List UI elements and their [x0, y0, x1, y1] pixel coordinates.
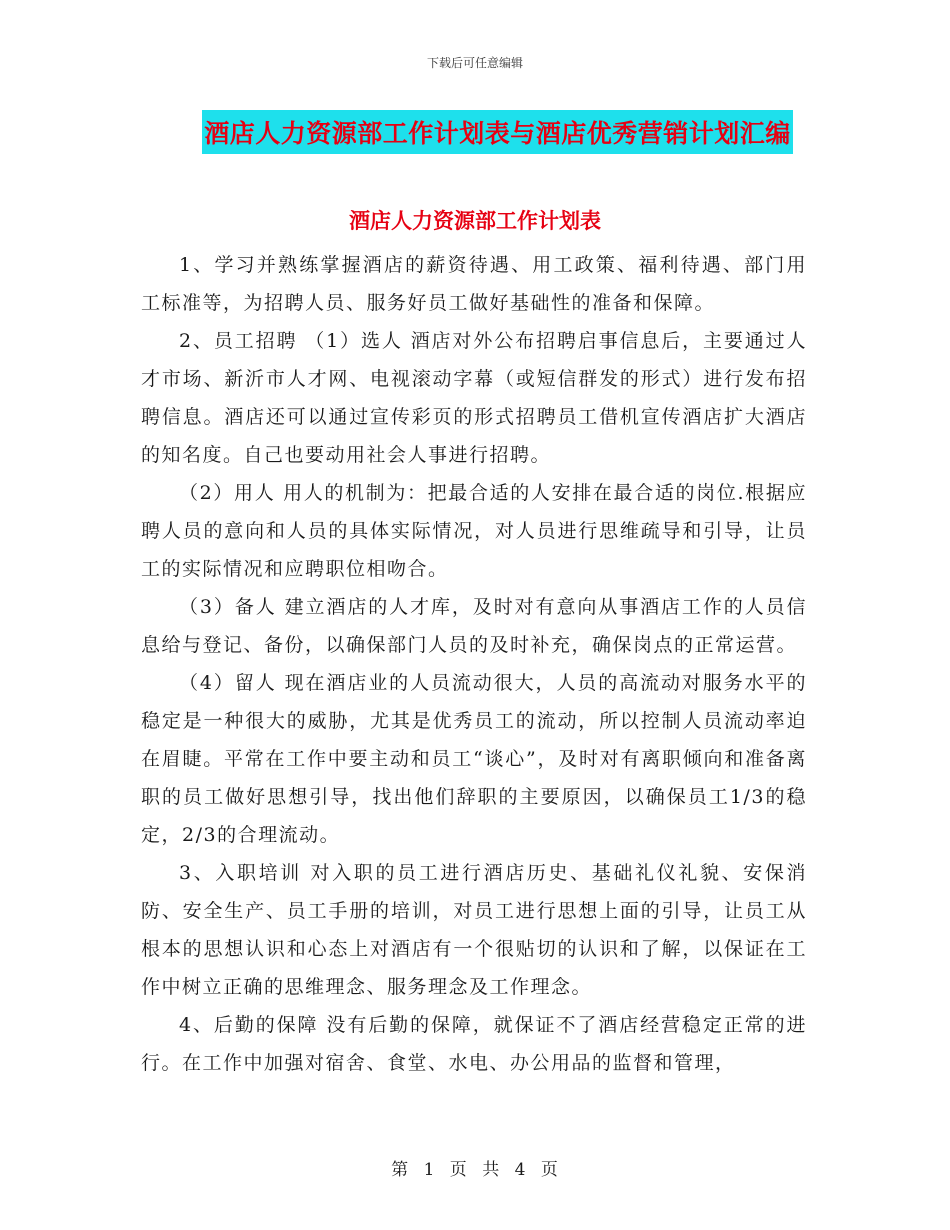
header-note: 下载后可任意编辑	[426, 56, 523, 70]
footer-suffix: 页	[540, 1160, 559, 1180]
footer-prefix: 第	[391, 1160, 410, 1180]
paragraph-4: （3）备人 建立酒店的人才库，及时对有意向从事酒店工作的人员信息给与登记、备份，以确保部门人员的及时补充，确保岗点的正常运营。	[141, 596, 807, 656]
paragraph-1: 1、学习并熟练掌握酒店的薪资待遇、用工政策、福利待遇、部门用工标准等，为招聘人员、服务好员工做好基础性的准备和保障。	[141, 254, 807, 314]
footer-page-word: 页	[449, 1160, 468, 1180]
main-title: 酒店人力资源部工作计划表与酒店优秀营销计划汇编	[202, 110, 793, 154]
paragraph-7: 4、后勤的保障 没有后勤的保障，就保证不了酒店经营稳定正常的进行。在工作中加强对宿舍、食堂、水电、办公用品的监督和管理，	[141, 1014, 807, 1074]
paragraph-2: 2、员工招聘 （1）选人 酒店对外公布招聘启事信息后，主要通过人才市场、新沂市人才网、电视滚动字幕（或短信群发的形式）进行发布招聘信息。酒店还可以通过宣传彩页的形式招聘员工借机宣传酒店扩大酒店的知名度。自己也要动用社会人事进行招聘。	[141, 330, 807, 466]
paragraph-5: （4）留人 现在酒店业的人员流动很大，人员的高流动对服务水平的稳定是一种很大的威胁，尤其是优秀员工的流动，所以控制人员流动率迫在眉睫。平常在工作中要主动和员工“谈心”，及时对有离职倾向和准备离职的员工做好思想引导，找出他们辞职的主要原因，以确保员工1/3的稳定，2/3的合理流动。	[141, 672, 807, 846]
page-footer	[0, 1155, 950, 1180]
footer-page-current: 1	[423, 1160, 436, 1180]
footer-page-total: 4	[514, 1160, 527, 1180]
main-title-container	[0, 110, 950, 154]
paragraph-6: 3、入职培训 对入职的员工进行酒店历史、基础礼仪礼貌、安保消防、安全生产、员工手册的培训，对员工进行思想上面的引导，让员工从根本的思想认识和心态上对酒店有一个很贴切的认识和了解，以保证在工作中树立正确的思维理念、服务理念及工作理念。	[141, 862, 807, 998]
paragraph-3: （2）用人 用人的机制为：把最合适的人安排在最合适的岗位.根据应聘人员的意向和人员的具体实际情况，对人员进行思维疏导和引导，让员工的实际情况和应聘职位相吻合。	[141, 482, 807, 580]
document-body	[141, 246, 807, 1082]
section-title: 酒店人力资源部工作计划表	[349, 208, 601, 233]
footer-total-prefix: 共	[482, 1160, 501, 1180]
